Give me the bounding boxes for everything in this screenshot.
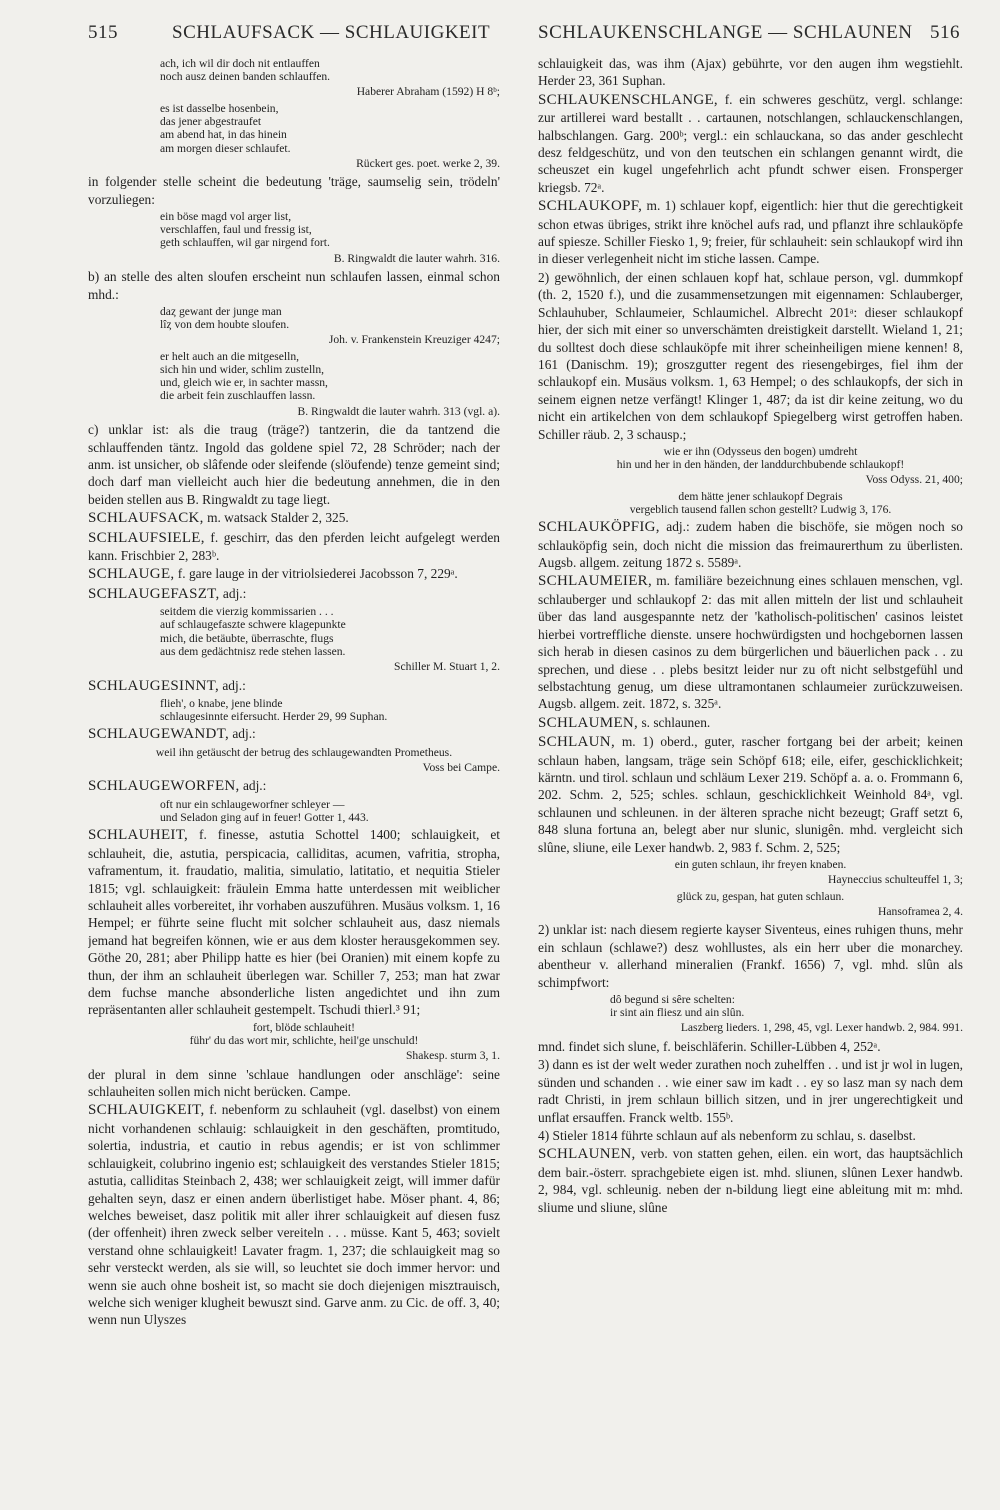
citation-source: Hansoframea 2, 4.: [878, 904, 963, 918]
dictionary-entry: [538, 197, 963, 268]
dictionary-entry: [88, 585, 500, 603]
dictionary-entry: [538, 1145, 963, 1216]
entry-paragraph: c) unklar ist: als die traug (träge?) tantzerin, die da tantzend die schlauffenden täntz. Ingold das goldene spiel 72, 28 Schröder; nach der anm. ist unsicher, ob slâfende oder sleifende (slöufende) tenze gemeint sind; doch darf man vielleicht auch hier die bedeutung annehmen, die in den beiden stellen aus B. Ringwaldt zu tage liegt.: [88, 422, 500, 507]
entry-headword: SCHLAUKOPF,: [538, 198, 643, 215]
entry-headword: SCHLAUGEWANDT,: [88, 726, 229, 743]
entry-definition: verb. von statten gehen, eilen. ein wort, das hauptsächlich dem bair.-österr. sprachgebiete eigen ist. mhd. sliunen, slûnen Lexer handwb. 2, 984, vgl. schleunig. neben der n-bildung liegt eine ableitung mit m: mhd. sliume und sliune, slûne: [538, 1146, 963, 1215]
entry-headword: SCHLAUGEWORFEN,: [88, 778, 240, 795]
left-column: [88, 55, 500, 1500]
dictionary-entry: [88, 725, 500, 743]
quotation-block: ach, ich wil dir doch nit entlauffen noch ausz deinen banden schlauffen.: [160, 57, 331, 84]
dictionary-entry: [538, 714, 963, 732]
entry-definition: adj.:: [239, 778, 267, 794]
entry-headword: SCHLAUKÖPFIG,: [538, 519, 660, 536]
quotation-block: fort, blöde schlauheit! führ' du das wort mir, schlichte, heil'ge unschuld!: [189, 1020, 419, 1047]
quotation-block: wie er ihn (Odysseus den bogen) umdreht hin und her in den händen, der landdurchbubende schlaukopf!: [616, 444, 905, 472]
citation-source: Hayneccius schulteuffel 1, 3;: [827, 873, 963, 887]
dictionary-entry: [88, 529, 500, 565]
entry-headword: SCHLAUFSIELE,: [88, 529, 205, 546]
entry-headword: SCHLAUHEIT,: [88, 827, 189, 844]
entry-definition: f. finesse, astutia Schottel 1400; schlauigkeit, et schlauheit, die, astutia, perspicacia, calliditas, acumen, vafritia, stropha, vaframentum, it. fraudatio, malitia, simulatio, latitatio, et nequitia Stieler 1815; vgl. schlauigkeit: fräulein Emma hatte unterdessen mit weiblicher schlauheit alles vorbereitet, ihr vorhaben auszuführen. Musäus volksm. 1, 16 Hempel; er führte seine flucht mit solcher schlauheit aus, dasz niemals jemand hat begreifen können, wie er aus dem kloster herausgekommen sey. Göthe 20, 281; aber Philipp hatte es hier (bei Oranien) mit einem kopfe zu thun, der ihm an schlauheit überlegen war. Schiller 7, 253; man hat zwar dem fuchse manche absonderliche listen angedichtet und ihn zum repräsentanten aller schlauheit gestempelt. Tschudi thierl.³ 91;: [88, 827, 500, 1018]
entry-paragraph: 4) Stieler 1814 führte schlaun auf als nebenform zu schlau, s. daselbst.: [538, 1127, 916, 1143]
citation-source: Joh. v. Frankenstein Kreuziger 4247;: [328, 333, 500, 347]
dictionary-entry: [538, 518, 963, 571]
dictionary-entry: [538, 91, 963, 196]
dictionary-entry: [88, 1101, 500, 1328]
entry-headword: SCHLAUMEN,: [538, 714, 639, 731]
entry-definition: m. watsack Stalder 2, 325.: [203, 510, 349, 526]
entry-definition: adj.: zudem haben die bischöfe, sie mögen noch so schlauköpfig sein, doch nicht die mission das freimaurerthum zu überlisten. Augsb. allgem. zeitung 1872 s. 5589ᵃ.: [538, 519, 963, 571]
left-running-title: SCHLAUFSACK — SCHLAUIGKEIT: [172, 22, 491, 43]
entry-definition: f. nebenform zu schlauheit (vgl. daselbst) von einem nicht vorhandenen schlauig: schlauigkeit in den geschäften, promtitudo, solertia, industria, et cautio in rebus agendis; er ist von schlimmer schlauigkeit, colubrino ingenio est; schlauigkeit des verstandes Stieler 1815; astutia, calliditas Steinbach 2, 438; wer schlauigkeit zeigt, will immer dafür gehalten seyn, dasz er einen andern überlistiget habe. Möser phant. 4, 86; welches beweiset, dasz politik mit aller ihrer schlauigkeit auf diesen fusz (der offenheit) ihren zweck selber vereiteln . . . müsse. Kant 5, 463; sovielt verstand ohne schlauigkeit! Lavater fragm. 1, 237; die schlauigkeit mag so sehr versteckt werden, als sie will, so leuchtet sie doch immer hervor: und wenn sie auch ohne bosheit ist, so macht sie doch diejenigen misztrauisch, welche sich weniger klugheit bewuszt sind. Garve anm. zu Cic. de off. 3, 40; wenn nun Ulyszes: [88, 1102, 500, 1328]
entry-paragraph: b) an stelle des alten sloufen erscheint nun schlaufen lassen, einmal schon mhd.:: [88, 269, 500, 302]
entry-definition: f. geschirr, das den pferden leicht aufgelegt werden kann. Frischbier 2, 283ᵇ.: [88, 529, 500, 564]
entry-headword: SCHLAUFSACK,: [88, 510, 204, 527]
entry-headword: SCHLAUIGKEIT,: [88, 1102, 205, 1119]
citation-source: Voss bei Campe.: [422, 760, 500, 774]
dictionary-entry: [538, 572, 963, 712]
entry-headword: SCHLAUGESINNT,: [88, 677, 220, 694]
citation-source: B. Ringwaldt die lauter wahrh. 316.: [333, 251, 500, 265]
citation-source: Shakesp. sturm 3, 1.: [405, 1049, 500, 1063]
dictionary-entry: [538, 733, 963, 856]
quotation-block: oft nur ein schlaugeworfner schleyer — und Seladon ging auf in feuer! Gotter 1, 443.: [160, 797, 369, 825]
entry-paragraph: 2) gewöhnlich, der einen schlauen kopf hat, schlaue person, vgl. dummkopf (th. 2, 1520 f.), und die zusammensetzungen mit eigennamen: Schlauberger, Schlauhuber, Schlaumeier, Schlaumichel. Albrecht 201ᵃ: dieser schlaukopf hier, der sich mit einer so unverschämten dreistigkeit darstellt. Wieland 1, 21; du solltest doch diese schlauköpfe mit ihrer scheinheiligen miene kennen! 8, 161 (Danischm. 19); groszgutter regent des riesengebirges, fiel ihm der schlaukopf ein. Musäus volksm. 1, 63 Hempel; o des schlaukopfs, der sich in seinem eignen netze verfängt! Klinger 1, 487; da ist dir keine zeitung, wo du nicht ein artikelchen von dem schlaukopf Spiegelberg wirst getroffen haben. Schiller räub. 2, 3 schausp.;: [538, 269, 963, 442]
entry-headword: SCHLAUN,: [538, 734, 615, 751]
right-column: [538, 55, 963, 1500]
quotation-block: dô begund si sêre schelten: ir sint ain fliesz und ain slûn.: [610, 993, 745, 1020]
entry-definition: f. gare lauge in der vitriolsiederei Jacobsson 7, 229ᵃ.: [174, 566, 458, 582]
entry-paragraph: schlauigkeit das, was ihm (Ajax) gebührte, vor den augen ihm wegstiehlt. Herder 23, 361 Suphan.: [538, 56, 963, 89]
dictionary-entry: [88, 677, 500, 695]
entry-definition: f. ein schweres geschütz, vergl. schlange: zur artillerei ward bestallt . . cartaunen, notschlangen, schlauckenschlangen, halbschlangen. Garg. 200ᵇ; vergl.: ein schlauckana, so das ander geschlecht desz feldgeschütz, und von den teutschen ein schlangen genannt wirdt, die scheuszet ein kugel ungefehrlich acht pfundt schwer eisen. Fronsperger kriegsb. 72ᵃ.: [538, 91, 963, 195]
entry-definition: m. 1) oberd., guter, rascher fortgang bei der arbeit; keinen schlaun haben, langsam, träge sein Schöpf 618; eile, eifer, geschicklichkeit; kärntn. und tirol. schlaun und schläum Lexer 219. Schöpf a. a. o. Frommann 6, 202. Schm. 2, 525; schles. schlaun, geschicklichkeit Weinhold 84ᵃ, vgl. schlaunen und schleunen. in der älteren sprache nicht bezeugt; Graff setzt 6, 848 sluna fortuna an, belegt aber nur slunic, slunigên. mhd. vergleicht sich slûne, sliune, eile Lexer handwb. 2, 983 f. Schm. 2, 525;: [538, 734, 963, 855]
dictionary-entry: [88, 509, 500, 527]
right-page-number: 516: [930, 22, 960, 43]
entry-headword: SCHLAUGEFASZT,: [88, 585, 220, 602]
right-running-title: SCHLAUKENSCHLANGE — SCHLAUNEN: [538, 22, 913, 43]
quotation-block: ein guten schlaun, ihr freyen knaben.: [674, 857, 847, 871]
entry-paragraph: mnd. findet sich slune, f. beischläferin. Schiller-Lübben 4, 252ᵃ.: [538, 1038, 881, 1054]
entry-definition: m. 1) schlauer kopf, eigentlich: hier thut die gerechtigkeit schon etwas übriges, strikt ihre knöchel aufs rad, und pflanzt ihre schlauköpfe auf spiesze. Schiller Fiesko 1, 9; freier, für schlauheit: sein schlaukopf wird ihn in dieser verlegenheit nicht im stiche lassen. Campe.: [538, 198, 963, 267]
quotation-block: daȥ gewant der junge man lîȥ von dem houbte sloufen.: [160, 304, 290, 332]
citation-source: Voss Odyss. 21, 400;: [865, 473, 963, 487]
left-page-number: 515: [88, 22, 118, 43]
quotation-block: dem hätte jener schlaukopf Degrais vergeblich tausend fallen schon gestellt? Ludwig 3, 176.: [629, 489, 892, 517]
entry-definition: s. schlaunen.: [638, 714, 711, 730]
entry-definition: adj.:: [219, 677, 246, 693]
quotation-block: ein böse magd vol arger list, verschlaffen, faul und fressig ist, geth schlauffen, wil gar nirgend fort.: [160, 210, 330, 250]
quotation-block: weil ihn getäuscht der betrug des schlaugewandten Prometheus.: [155, 745, 453, 759]
dictionary-entry: [88, 565, 500, 583]
citation-source: B. Ringwaldt die lauter wahrh. 313 (vgl. a).: [297, 404, 500, 418]
entry-paragraph: in folgender stelle scheint die bedeutung 'träge, saumselig sein, trödeln' vorzuliegen:: [88, 174, 500, 207]
citation-source: Rückert ges. poet. werke 2, 39.: [356, 156, 500, 170]
entry-headword: SCHLAUGE,: [88, 566, 175, 583]
dictionary-entry: [88, 777, 500, 795]
entry-paragraph: 3) dann es ist der welt weder zurathen noch zuhelffen . . und ist jr wol in lugen, sünden und schanden . . wie einer saw im kadt . . ey so lasz man sy nach dem radt Christi, in jrem schlaun billich sitzen, und in jrer ungerechtigkeit und unflat ersauffen. Franck weltb. 155ᵇ.: [538, 1057, 963, 1125]
citation-source: Haberer Abraham (1592) H 8ᵇ;: [356, 85, 500, 99]
quotation-block: flieh', o knabe, jene blinde schlaugesinnte eifersucht. Herder 29, 99 Suphan.: [160, 696, 388, 724]
entry-paragraph: 2) unklar ist: nach diesem regierte kayser Siventeus, eines ruhigen thuns, mehr ein schlaun (schlawe?) desz wohllustes, als ein herr uber die monarchey. abentheur v. allerhand mineralien (Frankf. 1656) 7, vgl. mhd. slûn als schimpfwort:: [538, 922, 963, 990]
quotation-block: seitdem die vierzig kommissarien . . . auf schlaugefaszte schwere klagepunkte mich, die betäubte, überraschte, flugs aus dem gedächtnisz rede stehen lassen.: [160, 605, 346, 658]
quotation-block: es ist dasselbe hosenbein, das jener abgestraufet am abend hat, in das hinein am morgen dieser schlaufet.: [160, 101, 291, 155]
quotation-block: glück zu, gespan, hat guten schlaun.: [676, 889, 845, 903]
entry-headword: SCHLAUNEN,: [538, 1146, 636, 1163]
entry-definition: adj.:: [229, 726, 256, 742]
citation-source: Schiller M. Stuart 1, 2.: [394, 660, 500, 674]
entry-definition: adj.:: [219, 585, 247, 601]
dictionary-entry: [88, 826, 500, 1018]
entry-headword: SCHLAUKENSCHLANGE,: [538, 91, 718, 108]
running-header: [0, 22, 1000, 52]
citation-source: Laszberg lieders. 1, 298, 45, vgl. Lexer handwb. 2, 984. 991.: [680, 1021, 963, 1035]
quotation-block: er helt auch an die mitgeselln, sich hin und wider, schlim zustelln, und, gleich wie er, in sachter massn, die arbeit fein zuschlauffen lassn.: [160, 349, 328, 403]
entry-paragraph: der plural in dem sinne 'schlaue handlungen oder anschläge': seine schlauheiten sollen mich nicht berücken. Campe.: [88, 1066, 500, 1100]
entry-headword: SCHLAUMEIER,: [538, 573, 653, 590]
entry-definition: m. familiäre bezeichnung eines schlauen menschen, vgl. schlauberger und schlaukopf 2: das mit allen mitteln der list und schlauheit über das land ausgespannte netz der 'katholisch-politischen' casinos leistet hierbei vortreffliche dienste. unsere hochwürdigsten und hochgebornen lassen sich herab in diesen casinos zu dem bürgerlichen und bäuerlichen pack . . zu sprechen, und diese . . plebs besitzt leider nur zu oft nicht selbstgefühl und selbstachtung genug, um diese ultramontanen schlaumeier zurückzuweisen. Augsb. allgem. zeit. 1872, s. 325ᵃ.: [538, 573, 963, 712]
